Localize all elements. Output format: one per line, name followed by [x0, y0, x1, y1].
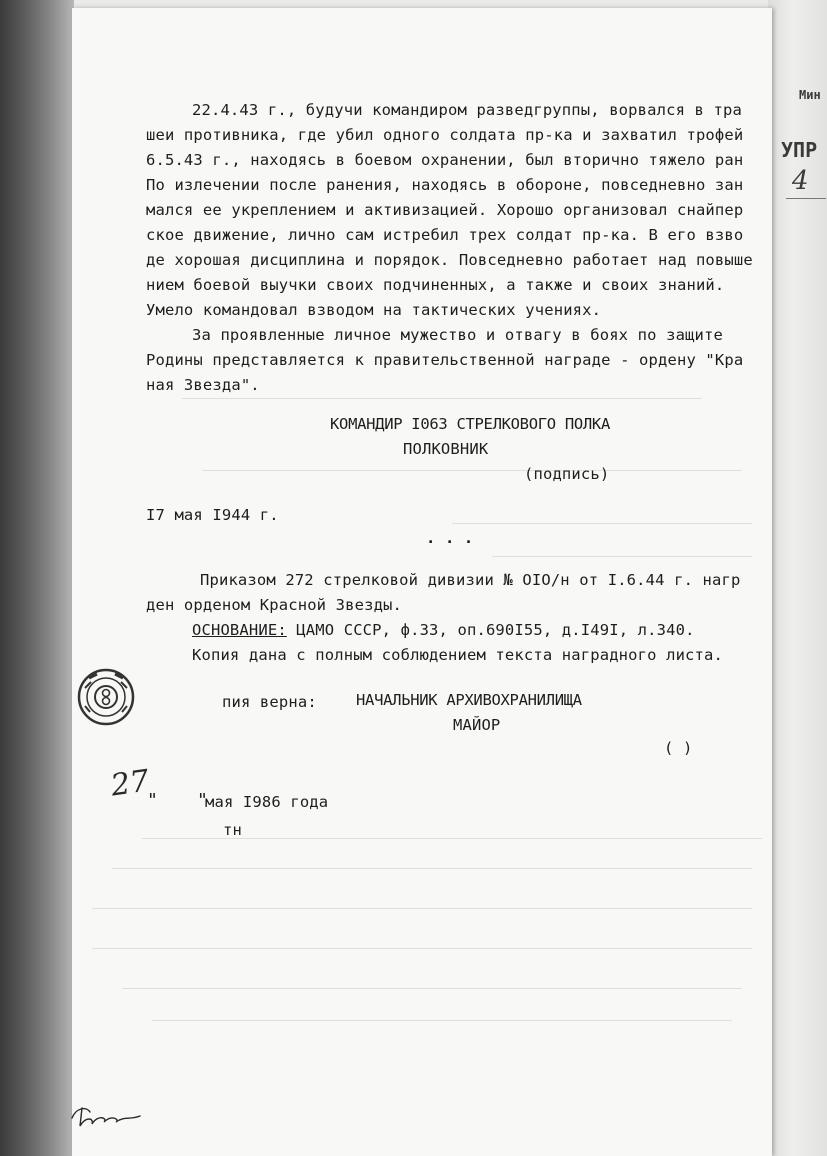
citation-date: I7 мая I944 г.: [146, 506, 279, 524]
underlying-dept-fragment: УПР: [781, 138, 818, 162]
citation-line-10: За проявленные личное мужество и отвагу в боях по защите: [192, 326, 723, 344]
date-open-quote: ": [147, 790, 158, 811]
citation-line-9: Умело командовал взводом на тактических учениях.: [146, 301, 602, 319]
citation-line-12: ная Звезда".: [146, 376, 260, 394]
citation-line-6: ское движение, лично сам истребил трех солдат пр-ка. В его взво: [146, 226, 744, 244]
typist-initials: тн: [223, 821, 242, 839]
basis-line: [192, 618, 695, 643]
citation-line-8: нием боевой выучки своих подчиненных, а также и своих знаний.: [146, 276, 725, 294]
archive-head-title: НАЧАЛЬНИК АРХИВОХРАНИЛИЩА: [356, 691, 582, 709]
commander-title: КОМАНДИР I063 СТРЕЛКОВОГО ПОЛКА: [330, 415, 610, 433]
copy-note: Копия дана с полным соблюдением текста наградного листа.: [192, 646, 723, 664]
archive-head-rank: МАЙОР: [453, 716, 501, 734]
commander-rank: ПОЛКОВНИК: [403, 440, 489, 458]
citation-line-11: Родины представляется к правительственной награде - ордену "Кра: [146, 351, 744, 369]
citation-line-1: 22.4.43 г., будучи командиром разведгруппы, ворвался в тра: [192, 101, 742, 119]
order-line-1: Приказом 272 стрелковой дивизии № OIO/н от I.6.44 г. нагр: [200, 571, 741, 589]
order-line-2: ден орденом Красной Звезды.: [146, 596, 403, 614]
scanner-edge: [0, 0, 74, 1156]
date-close-quote: ": [197, 790, 208, 811]
ellipsis: . . .: [426, 529, 474, 547]
citation-line-3: 6.5.43 г., находясь в боевом охранении, был вторично тяжело ран: [146, 151, 744, 169]
citation-line-4: По излечении после ранения, находясь в обороне, повседневно зан: [146, 176, 744, 194]
underlying-header-fragment: Мин: [799, 88, 821, 102]
citation-line-5: мался ее укреплением и активизацией. Хорошо организовал снайпер: [146, 201, 744, 219]
archive-stamp: [77, 668, 135, 726]
citation-line-2: шеи противника, где убил одного солдата пр-ка и захватил трофей: [146, 126, 744, 144]
basis-text: ЦАМО СССР, ф.33, оп.690I55, д.I49I, л.340.: [286, 621, 695, 639]
copy-certified-label: пия верна:: [222, 693, 317, 711]
signature-blank: ( ): [664, 739, 693, 757]
handwritten-day: 27: [108, 763, 152, 804]
signature-note: (подпись): [524, 465, 610, 483]
basis-label: ОСНОВАНИЕ:: [192, 621, 287, 639]
handwritten-signature: [68, 1096, 148, 1136]
date-rest: мая I986 года: [205, 793, 329, 811]
underlying-page: [768, 0, 827, 1156]
citation-line-7: де хорошая дисциплина и порядок. Повседневно работает над повыше: [146, 251, 753, 269]
underlying-handwritten-number: 4: [792, 166, 809, 196]
